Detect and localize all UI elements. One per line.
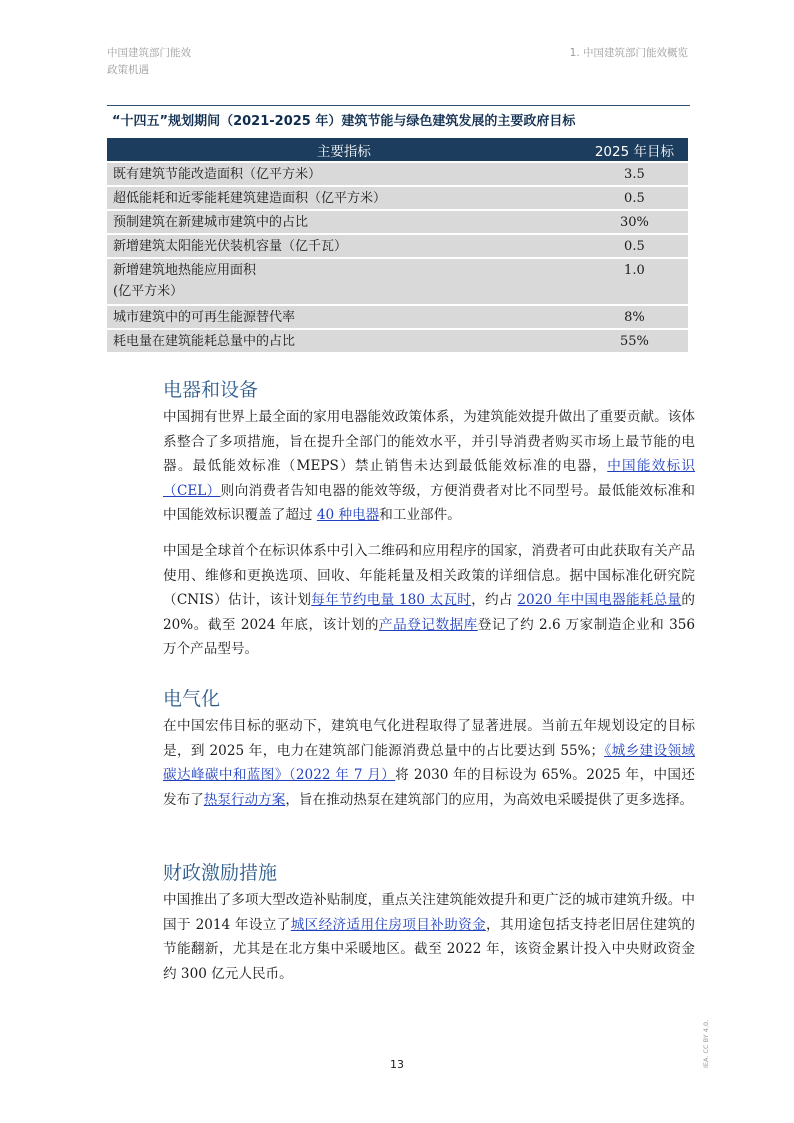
table-row xyxy=(107,185,688,209)
text-run: 的 20%。截至 2024 年底，该计划的 xyxy=(163,592,696,633)
link-2020-consumption[interactable]: 2020 年中国电器能耗总量 xyxy=(517,592,682,608)
text-run: 中国拥有世界上最全面的家用电器能效政策体系，为建筑能效提升做出了重要贡献。该体系整合了多项措施，旨在提升全部门的能效水平，并引导消费者购买市场上最节能的电器。最低能效标准（MEPS）禁止销售未达到最低能效标准的电器， xyxy=(163,409,695,474)
running-header-left xyxy=(107,45,191,79)
table-header-row xyxy=(107,138,688,161)
target-cell: 1.0 xyxy=(581,257,688,304)
target-cell: 8% xyxy=(581,304,688,328)
text-run: 登记了约 2.6 万家制造企业和 356 万个产品型号。 xyxy=(163,616,696,657)
link-china-energy-label[interactable]: 中国能效标识（CEL） xyxy=(163,458,695,499)
text-run: ，约占 xyxy=(471,592,518,608)
running-header-right: 1. 中国建筑部门能效概览 xyxy=(569,47,688,59)
license-credit xyxy=(702,1010,716,1070)
link-40-appliances[interactable]: 40 种电器 xyxy=(316,507,380,523)
text-run: 和工业部件。 xyxy=(379,507,461,523)
text-run: ，其用途包括支持老旧居住建筑的节能翻新，尤其是在北方集中采暖地区。截至 2022 年，该资金累计投入中央财政资金约 300 亿元人民币。 xyxy=(163,916,695,982)
paragraph-fiscal-incentives xyxy=(163,888,695,986)
indicator-cell: 城市建筑中的可再生能源替代率 xyxy=(107,304,581,328)
indicator-line2: (亿平方米） xyxy=(113,284,184,299)
indicator-cell xyxy=(107,257,581,304)
col-header-indicator: 主要指标 xyxy=(107,138,581,161)
paragraph-appliances-2 xyxy=(163,539,695,662)
section-heading-electrification: 电气化 xyxy=(163,688,221,710)
text-run: 将 2030 年的目标设为 65%。2025 年，中国还发布了 xyxy=(163,767,695,808)
link-housing-subsidy[interactable]: 城区经济适用住房项目补助资金 xyxy=(290,916,487,933)
indicator-cell: 超低能耗和近零能耗建筑建造面积（亿平方米） xyxy=(107,185,581,209)
indicator-cell: 预制建筑在新建城市建筑中的占比 xyxy=(107,209,581,233)
indicator-line1: 新增建筑地热能应用面积 xyxy=(113,263,257,278)
text-run: 在中国宏伟目标的驱动下，建筑电气化进程取得了显著进展。当前五年规划设定的目标是，到 2025 年，电力在建筑部门能源消费总量中的占比要达到 55%； xyxy=(163,718,695,759)
table-row xyxy=(107,304,688,328)
table-row xyxy=(107,209,688,233)
table-title-rule xyxy=(107,105,690,106)
link-annual-savings[interactable]: 每年节约电量 180 太瓦时 xyxy=(311,592,472,608)
indicator-cell: 既有建筑节能改造面积（亿平方米） xyxy=(107,161,581,185)
text-run: 中国推出了多项大型改造补贴制度，重点关注建筑能效提升和更广泛的城市建筑升级。中国于 2014 年设立了 xyxy=(163,892,695,933)
credit-text: IEA. CC BY 4.0. xyxy=(702,1019,710,1068)
col-header-target: 2025 年目标 xyxy=(581,138,688,161)
target-cell: 0.5 xyxy=(581,185,688,209)
paragraph-appliances-1 xyxy=(163,405,695,528)
target-cell: 30% xyxy=(581,209,688,233)
table-title: “十四五”规划期间（2021-2025 年）建筑节能与绿色建筑发展的主要政府目标 xyxy=(112,114,576,129)
table-row xyxy=(107,233,688,257)
text-run: 中国是全球首个在标识体系中引入二维码和应用程序的国家，消费者可由此获取有关产品使用、维修和更换选项、回收、年能耗量及相关政策的详细信息。据中国标准化研究院（CNIS）估计，该计划 xyxy=(163,543,695,608)
link-heat-pump-plan[interactable]: 热泵行动方案 xyxy=(203,791,286,808)
table-row xyxy=(107,161,688,185)
section-heading-appliances: 电器和设备 xyxy=(163,379,259,401)
paragraph-electrification xyxy=(163,714,695,812)
indicator-cell: 新增建筑太阳能光伏装机容量（亿千瓦） xyxy=(107,233,581,257)
indicator-cell: 耗电量在建筑能耗总量中的占比 xyxy=(107,328,581,352)
header-left-line1: 中国建筑部门能效 xyxy=(107,47,191,59)
targets-table xyxy=(107,138,688,352)
page-number: 13 xyxy=(390,1058,404,1071)
text-run: ，旨在推动热泵在建筑部门的应用，为高效电采暖提供了更多选择。 xyxy=(285,791,694,808)
text-run: 则向消费者告知电器的能效等级，方便消费者对比不同型号。最低能效标准和中国能效标识覆盖了超过 xyxy=(163,482,696,523)
target-cell: 0.5 xyxy=(581,233,688,257)
table-row xyxy=(107,257,688,304)
link-carbon-blueprint[interactable]: 《城乡建设领域碳达峰碳中和蓝图》（2022 年 7 月） xyxy=(163,742,695,783)
header-left-line2: 政策机遇 xyxy=(107,64,149,76)
link-product-registry[interactable]: 产品登记数据库 xyxy=(379,616,478,633)
table-row xyxy=(107,328,688,352)
section-heading-fiscal-incentives: 财政激励措施 xyxy=(163,862,278,884)
target-cell: 3.5 xyxy=(581,161,688,185)
target-cell: 55% xyxy=(581,328,688,352)
